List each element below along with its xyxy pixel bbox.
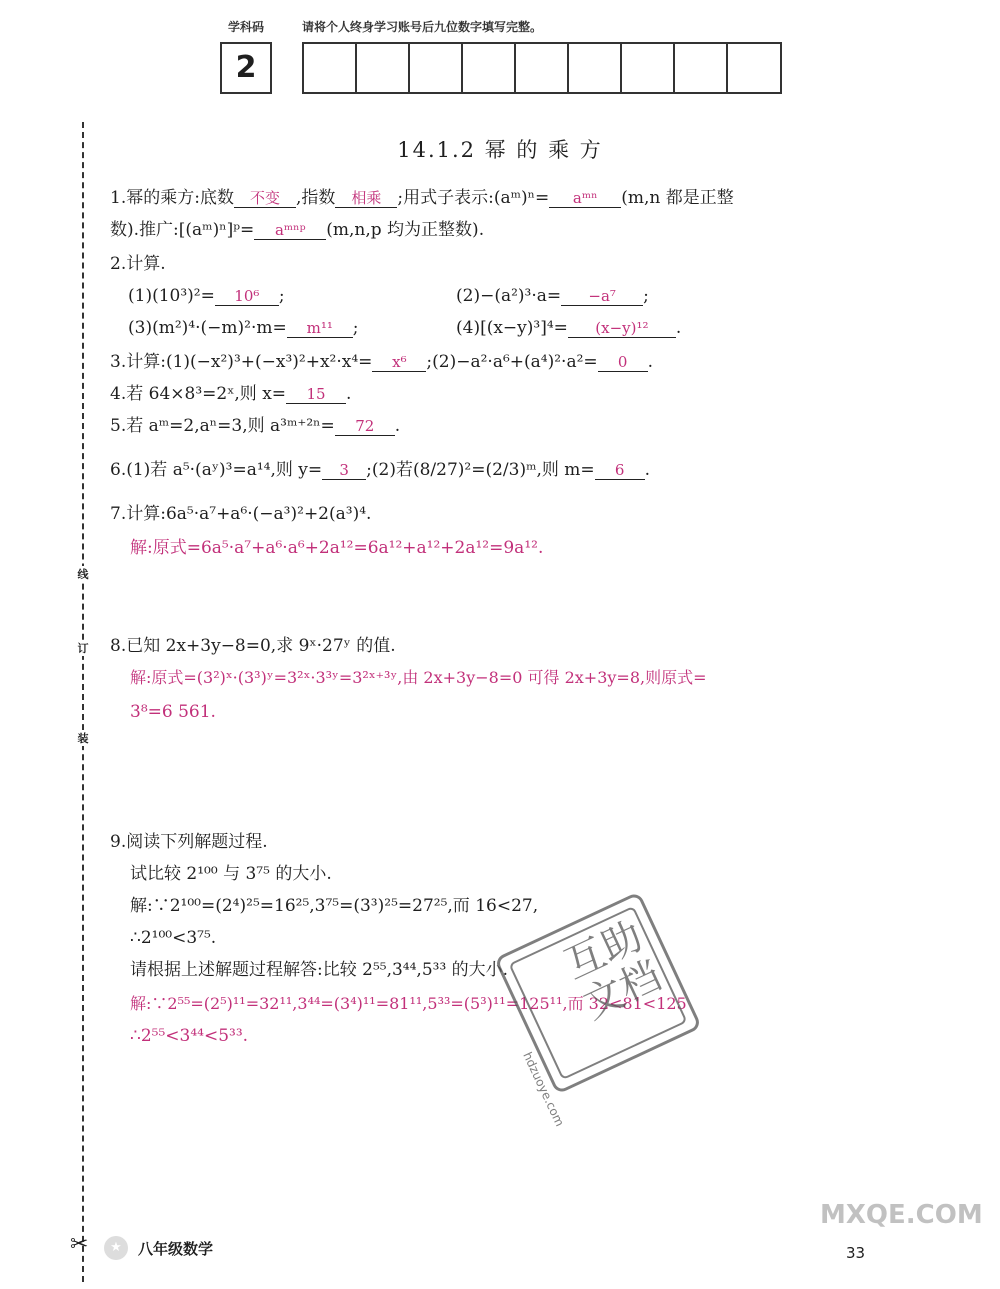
cut-dashed-line (82, 122, 84, 1282)
grade-subject-label: 八年级数学 (138, 1240, 214, 1258)
q9-example-solution: 解:∵2¹⁰⁰=(2⁴)²⁵=16²⁵,3⁷⁵=(3³)²⁵=27²⁵,而 16<27, (130, 896, 539, 916)
q2-sub-2: (2)−(a²)³·a= −a⁷ ; (456, 286, 649, 306)
digit-box-8[interactable] (675, 44, 728, 92)
cut-char-xian: 线 (77, 568, 89, 581)
star-badge-icon: ★ (104, 1236, 128, 1260)
stamp-text: 互助文档 (557, 912, 669, 1029)
q2-sub-1: (1)(10³)²= 10⁶ ; (128, 286, 285, 306)
q2-blank-4: (x−y)¹² (568, 319, 676, 338)
digit-box-2[interactable] (357, 44, 410, 92)
q5-line: 5.若 aᵐ=2,aⁿ=3,则 a³ᵐ⁺²ⁿ= 72 . (110, 416, 401, 436)
q2-sub-3: (3)(m²)⁴·(−m)²·m= m¹¹ ; (128, 318, 359, 338)
q2-blank-1: 10⁶ (215, 287, 279, 306)
q1-line-2: 数).推广:[(aᵐ)ⁿ]ᵖ= aᵐⁿᵖ (m,n,p 均为正整数). (110, 220, 485, 240)
watermark-stamp (494, 891, 702, 1129)
q1-blank-1: 不变 (234, 189, 296, 208)
section-title: 14.1.2 幂 的 乘 方 (397, 138, 603, 162)
q4-line: 4.若 64×8³=2ˣ,则 x= 15 . (110, 384, 352, 404)
q6-blank-1: 3 (322, 461, 366, 480)
account-digit-boxes[interactable] (302, 42, 782, 94)
digit-box-3[interactable] (410, 44, 463, 92)
q9-prompt: 请根据上述解题过程解答:比较 2⁵⁵,3⁴⁴,5³³ 的大小. (130, 960, 509, 980)
q2-sub-4: (4)[(x−y)³]⁴= (x−y)¹² . (456, 318, 682, 338)
q7-solution: 解:原式=6a⁵·a⁷+a⁶·a⁶+2a¹²=6a¹²+a¹²+2a¹²=9a¹². (130, 538, 544, 558)
page-number: 33 (846, 1244, 866, 1262)
digit-box-4[interactable] (463, 44, 516, 92)
q1-blank-4: aᵐⁿᵖ (254, 221, 326, 240)
q2-heading: 2.计算. (110, 254, 166, 274)
q1-line-1: 1.幂的乘方:底数 不变 ,指数 相乘 ;用式子表示:(aᵐ)ⁿ= aᵐⁿ (m,n 都是正整 (110, 188, 734, 208)
digit-box-1[interactable] (304, 44, 357, 92)
subject-code-label: 学科码 (228, 20, 265, 34)
cut-char-ding: 订 (77, 642, 89, 655)
q9-solution-1: 解:∵2⁵⁵=(2⁵)¹¹=32¹¹,3⁴⁴=(3⁴)¹¹=81¹¹,5³³=(5³)¹¹=125¹¹,而 32<81<125 (130, 994, 687, 1013)
q2-blank-3: m¹¹ (287, 319, 353, 338)
q1-blank-2: 相乘 (335, 189, 397, 208)
digit-box-6[interactable] (569, 44, 622, 92)
q9-heading: 9.阅读下列解题过程. (110, 832, 268, 852)
q6-blank-2: 6 (595, 461, 645, 480)
q7-question: 7.计算:6a⁵·a⁷+a⁶·(−a³)²+2(a³)⁴. (110, 504, 372, 524)
q8-solution-1: 解:原式=(3²)ˣ·(3³)ʸ=3²ˣ·3³ʸ=3²ˣ⁺³ʸ,由 2x+3y−8=0 可得 2x+3y=8,则原式= (130, 668, 707, 687)
q8-solution-2: 3⁸=6 561. (130, 702, 216, 722)
site-watermark: MXQE.COM (820, 1200, 983, 1230)
account-instruction: 请将个人终身学习账号后九位数字填写完整。 (302, 20, 543, 34)
q5-blank: 72 (335, 417, 395, 436)
q9-task: 试比较 2¹⁰⁰ 与 3⁷⁵ 的大小. (130, 864, 332, 884)
q9-example-conclusion: ∴2¹⁰⁰<3⁷⁵. (130, 928, 217, 948)
q3-blank-1: x⁶ (372, 353, 426, 372)
scissors-icon: ✂ (70, 1232, 89, 1257)
q2-blank-2: −a⁷ (561, 287, 643, 306)
digit-box-5[interactable] (516, 44, 569, 92)
cut-char-zhuang: 装 (77, 732, 89, 745)
q3-line: 3.计算:(1)(−x²)³+(−x³)²+x²·x⁴= x⁶ ;(2)−a²·a⁶+(a⁴)²·a²= 0 . (110, 352, 654, 372)
q8-question: 8.已知 2x+3y−8=0,求 9ˣ·27ʸ 的值. (110, 636, 396, 656)
q9-solution-2: ∴2⁵⁵<3⁴⁴<5³³. (130, 1026, 249, 1046)
digit-box-9[interactable] (728, 44, 780, 92)
q6-line: 6.(1)若 a⁵·(aʸ)³=a¹⁴,则 y= 3 ;(2)若(8/27)²=(2/3)ᵐ,则 m= 6 . (110, 460, 651, 480)
subject-code-box: 2 (220, 42, 272, 94)
q4-blank: 15 (286, 385, 346, 404)
stamp-url: hdzuoye.com (520, 1049, 567, 1129)
q1-blank-3: aᵐⁿ (549, 189, 621, 208)
q3-blank-2: 0 (598, 353, 648, 372)
digit-box-7[interactable] (622, 44, 675, 92)
